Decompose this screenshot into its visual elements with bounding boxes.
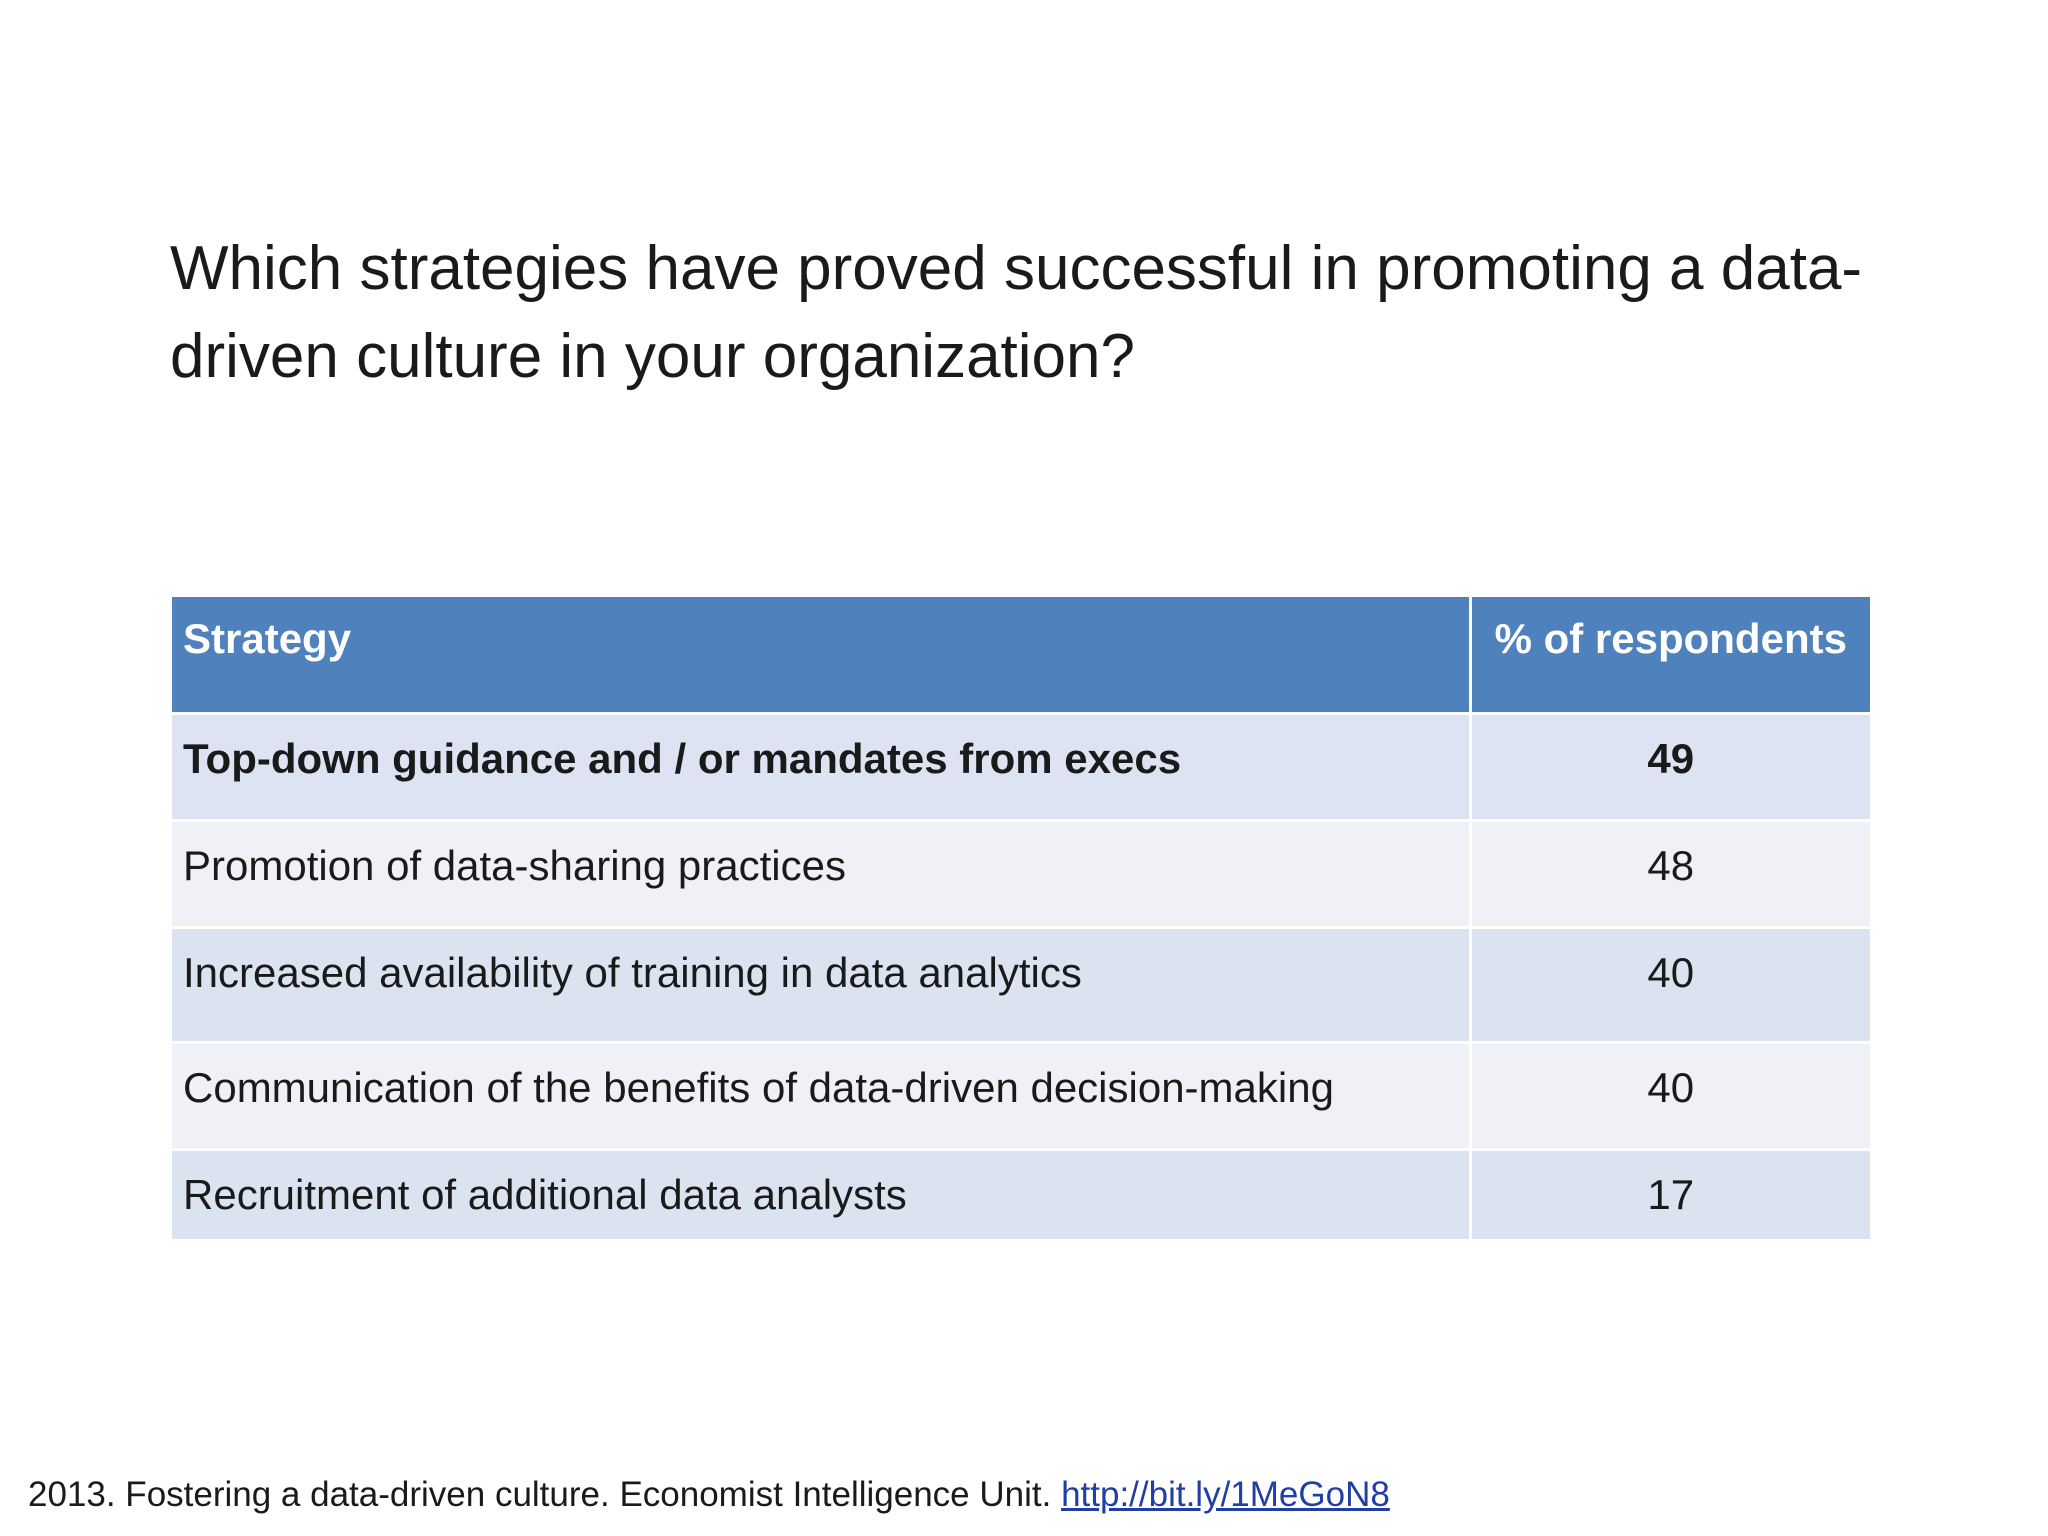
header-percent: % of respondents <box>1472 597 1870 712</box>
table-row <box>172 1151 1870 1239</box>
citation-text: 2013. Fostering a data-driven culture. Economist Intelligence Unit. <box>28 1475 1052 1514</box>
strategy-cell: Increased availability of training in data analytics <box>172 929 1469 1041</box>
table-row <box>172 1044 1870 1148</box>
citation-link[interactable]: http://bit.ly/1MeGoN8 <box>1061 1475 1390 1514</box>
table-row <box>172 929 1870 1041</box>
strategy-cell: Promotion of data-sharing practices <box>172 822 1469 926</box>
table-row <box>172 822 1870 926</box>
strategy-cell: Top-down guidance and / or mandates from execs <box>172 715 1469 819</box>
percent-cell: 17 <box>1472 1151 1870 1239</box>
percent-cell: 49 <box>1472 715 1870 819</box>
header-strategy: Strategy <box>172 597 1469 712</box>
slide-title: Which strategies have proved successful in promoting a data-driven culture in your organization? <box>170 234 1863 391</box>
table-header-row <box>172 597 1870 712</box>
percent-cell: 48 <box>1472 822 1870 926</box>
strategy-cell: Communication of the benefits of data-driven decision-making <box>172 1044 1469 1148</box>
strategy-cell: Recruitment of additional data analysts <box>172 1151 1469 1239</box>
percent-cell: 40 <box>1472 929 1870 1041</box>
table-row <box>172 715 1870 819</box>
strategy-table <box>169 594 1873 1242</box>
percent-cell: 40 <box>1472 1044 1870 1148</box>
source-citation <box>28 1470 1390 1520</box>
